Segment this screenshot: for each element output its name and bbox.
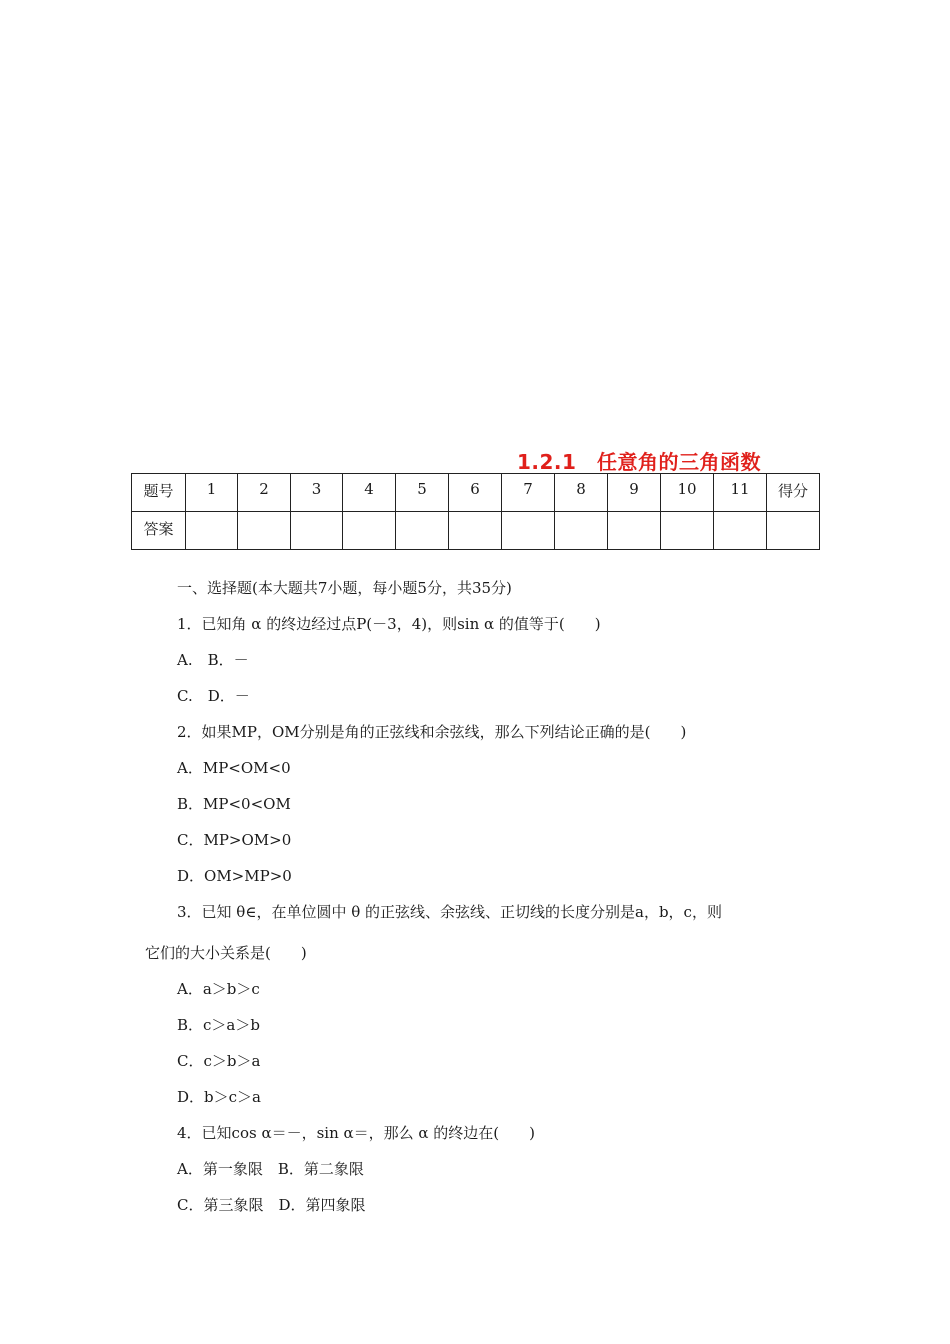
- row-label-answer: 答案: [132, 512, 186, 550]
- answer-cell[interactable]: [608, 512, 661, 550]
- answer-cell[interactable]: [502, 512, 555, 550]
- answer-cell[interactable]: [343, 512, 396, 550]
- question-4-options-cd: C．第三象限 D．第四象限: [177, 1196, 366, 1214]
- question-3-option-b: B．c＞a＞b: [177, 1016, 260, 1034]
- question-number-cell: 9: [608, 474, 661, 512]
- question-1-stem: 1．已知角 α 的终边经过点P(－3，4)，则sin α 的值等于( ): [177, 615, 601, 633]
- answer-cell[interactable]: [714, 512, 767, 550]
- question-3-stem-continued: 它们的大小关系是( ): [145, 944, 307, 962]
- question-number-cell: 5: [396, 474, 449, 512]
- answer-cell[interactable]: [449, 512, 502, 550]
- question-1-options-cd: C. D．－: [177, 687, 250, 705]
- score-label-cell: 得分: [767, 474, 820, 512]
- answer-cell[interactable]: [186, 512, 238, 550]
- question-2-option-c: C．MP>OM>0: [177, 831, 292, 849]
- question-number-cell: 2: [238, 474, 291, 512]
- row-label-question-number: 题号: [132, 474, 186, 512]
- question-3-option-c: C．c＞b＞a: [177, 1052, 261, 1070]
- question-4-options-ab: A．第一象限 B．第二象限: [177, 1160, 364, 1178]
- question-number-cell: 3: [291, 474, 343, 512]
- answer-cell[interactable]: [661, 512, 714, 550]
- score-cell[interactable]: [767, 512, 820, 550]
- question-2-option-a: A．MP<OM<0: [177, 759, 291, 777]
- question-2-stem: 2．如果MP，OM分别是角的正弦线和余弦线，那么下列结论正确的是( ): [177, 723, 687, 741]
- answer-cell[interactable]: [291, 512, 343, 550]
- answer-cell[interactable]: [555, 512, 608, 550]
- answer-grid-table: [131, 473, 820, 550]
- question-number-cell: 10: [661, 474, 714, 512]
- answer-cell[interactable]: [396, 512, 449, 550]
- question-number-cell: 1: [186, 474, 238, 512]
- question-number-cell: 6: [449, 474, 502, 512]
- section-heading: 一、选择题(本大题共7小题，每小题5分，共35分): [177, 579, 512, 597]
- question-number-cell: 11: [714, 474, 767, 512]
- question-4-stem: 4．已知cos α＝－，sin α＝，那么 α 的终边在( ): [177, 1124, 535, 1142]
- page-title: 1.2.1 任意角的三角函数: [517, 450, 761, 474]
- question-2-option-b: B．MP<0<OM: [177, 795, 291, 813]
- answer-cell[interactable]: [238, 512, 291, 550]
- table-row-answers: [132, 512, 820, 550]
- question-number-cell: 8: [555, 474, 608, 512]
- question-2-option-d: D．OM>MP>0: [177, 867, 292, 885]
- table-row-question-numbers: [132, 474, 820, 512]
- question-number-cell: 7: [502, 474, 555, 512]
- question-3-option-a: A．a＞b＞c: [177, 980, 260, 998]
- question-number-cell: 4: [343, 474, 396, 512]
- question-3-option-d: D．b＞c＞a: [177, 1088, 261, 1106]
- question-3-stem: 3．已知 θ∈，在单位圆中 θ 的正弦线、余弦线、正切线的长度分别是a，b，c，则: [177, 903, 722, 921]
- question-1-options-ab: A. B．－: [177, 651, 249, 669]
